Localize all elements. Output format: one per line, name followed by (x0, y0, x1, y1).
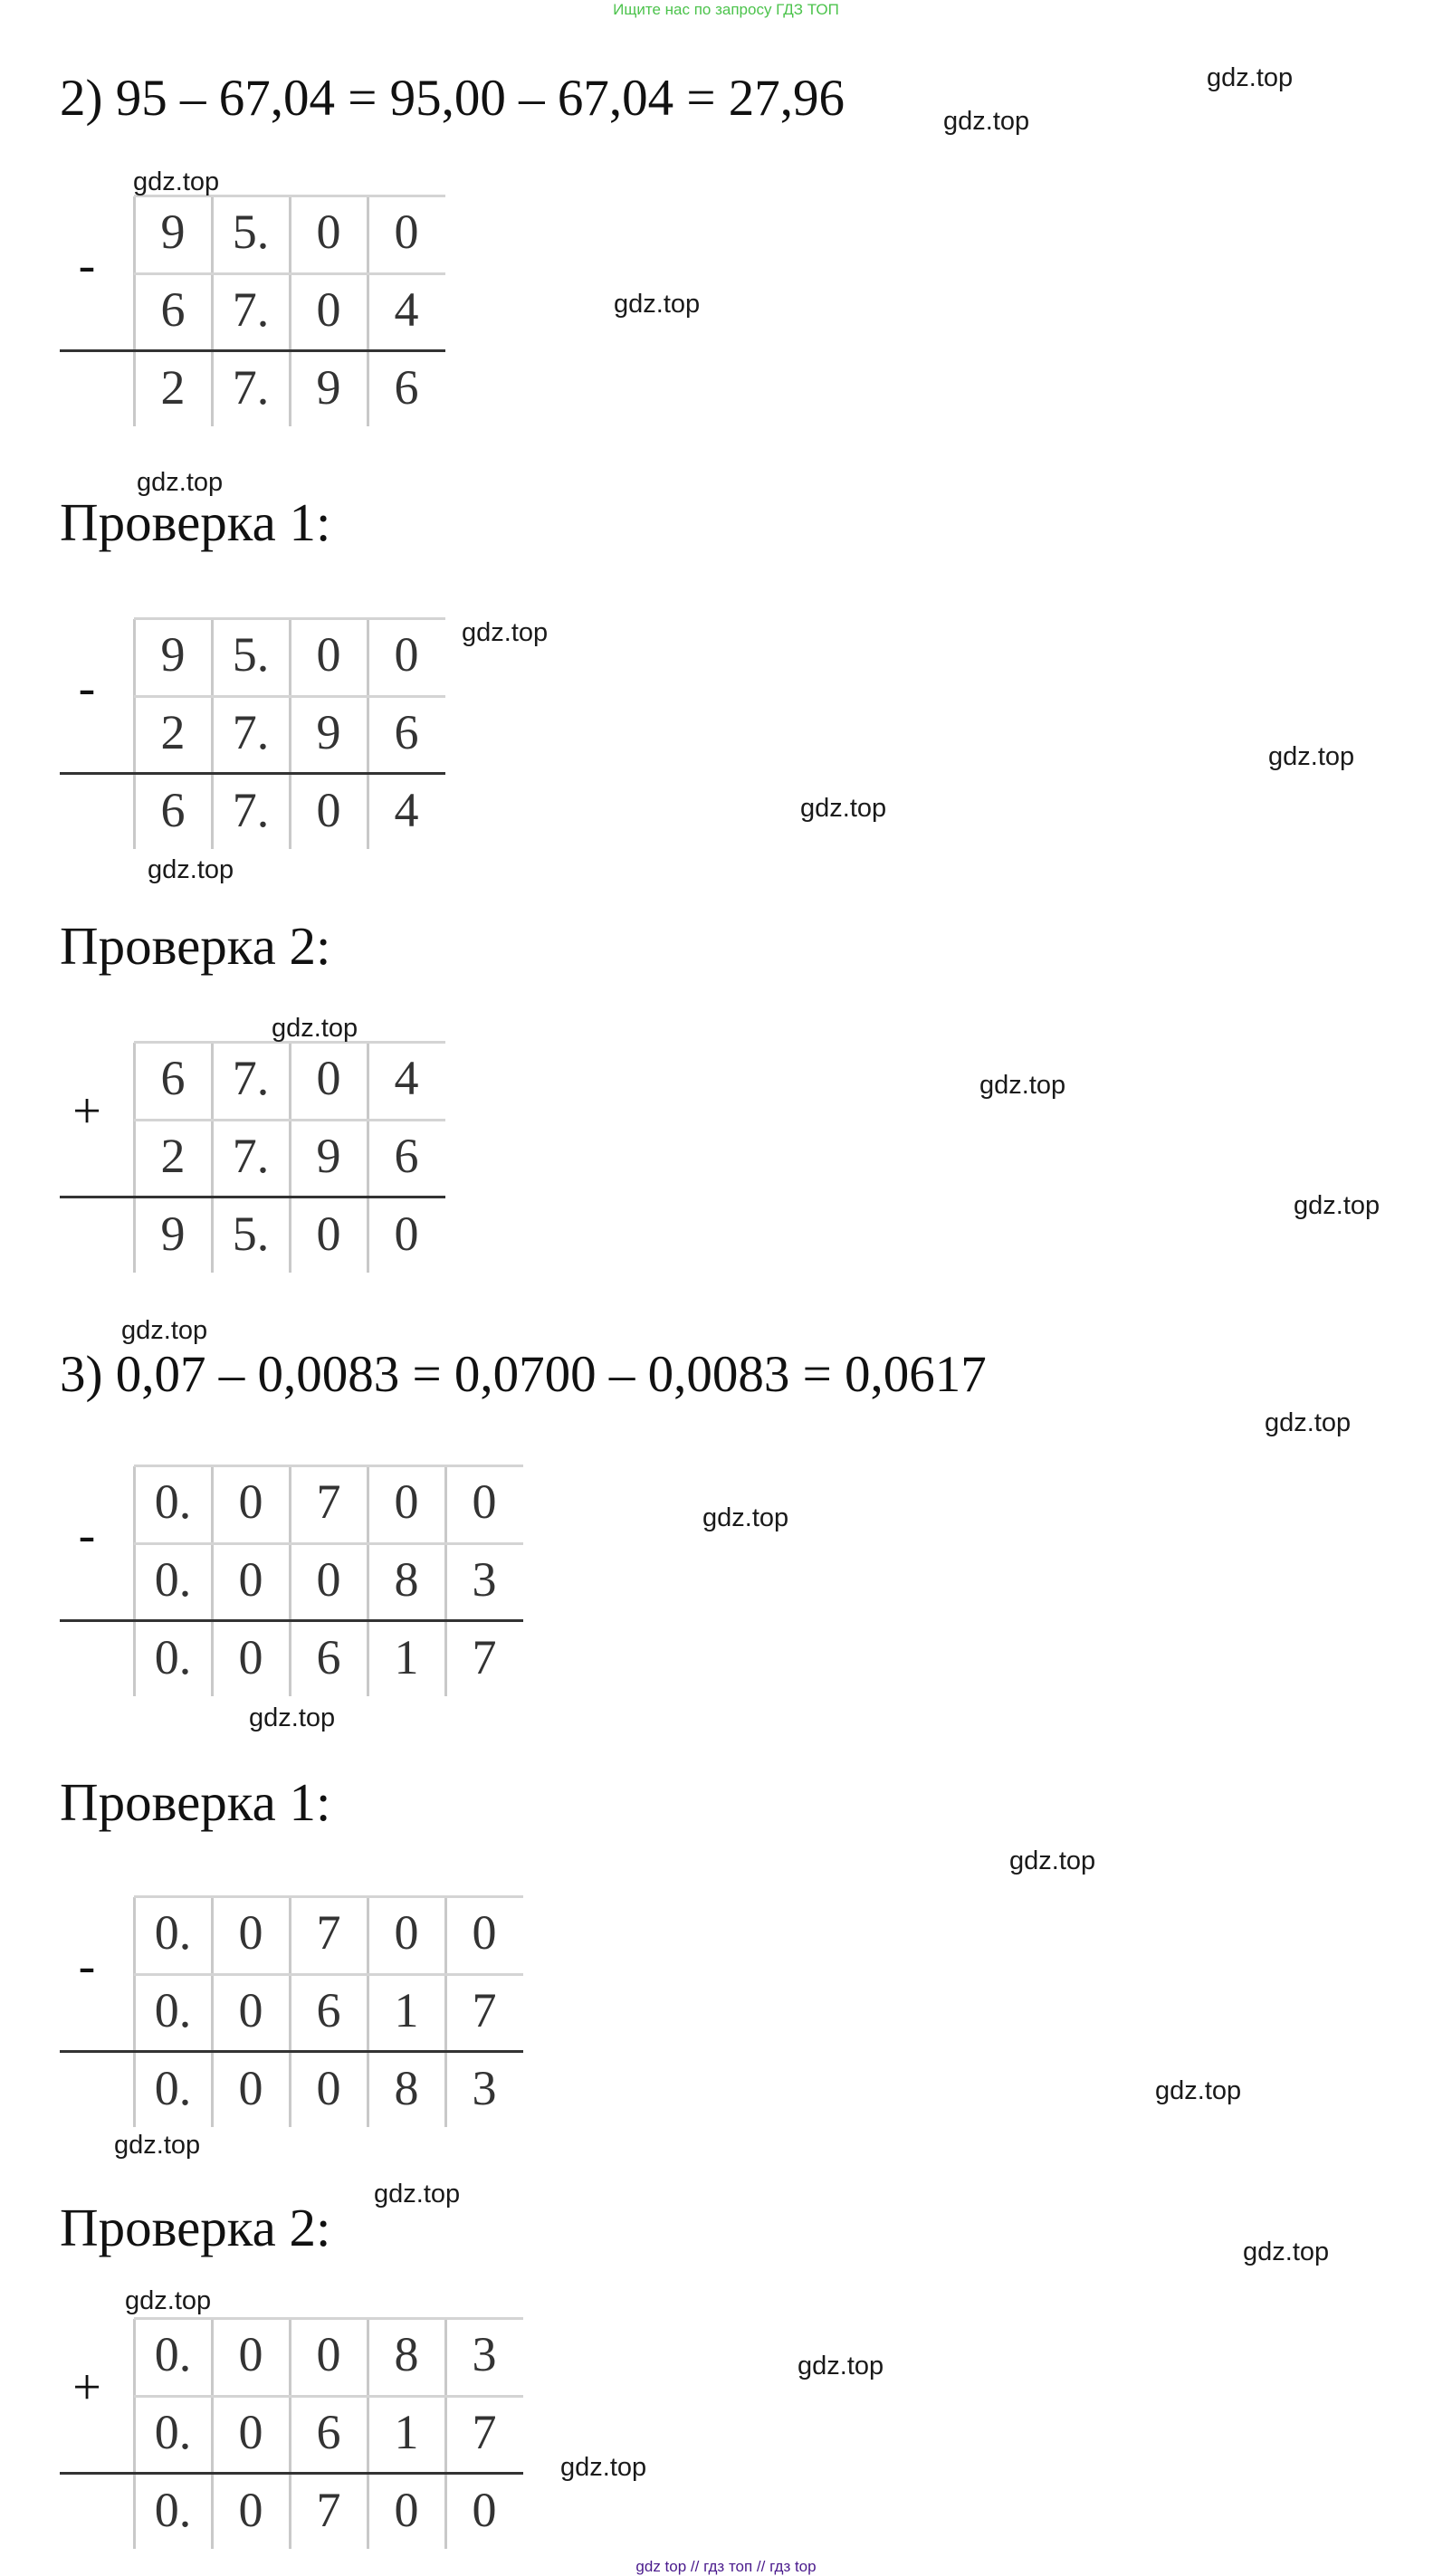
digit-cell: 6 (160, 783, 186, 837)
digit-cell: 8 (394, 1552, 419, 1607)
watermark: gdz.top (800, 794, 887, 823)
operation-sign: + (72, 1083, 101, 1140)
watermark: gdz.top (798, 2352, 884, 2380)
digit-cell: 9 (316, 1129, 341, 1183)
digit-cell: 0 (238, 1474, 263, 1529)
digit-cell: 0 (238, 2061, 263, 2115)
check-1-label-a: Проверка 1: (60, 492, 331, 552)
watermark: gdz.top (1265, 1408, 1352, 1437)
digit-cell: 7 (472, 2405, 497, 2459)
digit-cell: 5. (232, 205, 270, 259)
grid-hline (134, 272, 445, 275)
watermark: gdz.top (702, 1503, 789, 1532)
watermark: gdz.top (114, 2131, 201, 2160)
check-2-label-b: Проверка 2: (60, 2198, 331, 2257)
check-2-label-a: Проверка 2: (60, 916, 331, 976)
digit-cell: 0 (472, 1474, 497, 1529)
watermark: gdz.top (1009, 1846, 1096, 1875)
equation-2: 2) 95 – 67,04 = 95,00 – 67,04 = 27,96 (60, 70, 845, 127)
digit-cell: 1 (394, 2405, 419, 2459)
operation-sign: - (78, 1938, 96, 1994)
result-rule (60, 349, 445, 352)
digit-cell: 6 (316, 1983, 341, 2037)
digit-cell: 0 (316, 627, 341, 682)
digit-cell: 0 (316, 783, 341, 837)
digit-cell: 0. (154, 2327, 192, 2381)
digit-cell: 5. (232, 1207, 270, 1261)
digit-cell: 3 (472, 2061, 497, 2115)
operation-sign: + (72, 2360, 101, 2416)
digit-cell: 0 (394, 627, 419, 682)
operation-sign: - (78, 237, 96, 293)
grid-hline (134, 1465, 523, 1467)
digit-cell: 0. (154, 2483, 192, 2537)
watermark: gdz.top (133, 167, 220, 196)
operation-sign: - (78, 660, 96, 716)
grid-hline (134, 2395, 523, 2398)
digit-cell: 0. (154, 2405, 192, 2459)
digit-cell: 9 (160, 1207, 186, 1261)
grid-hline (134, 2317, 523, 2320)
digit-cell: 0 (472, 2483, 497, 2537)
watermark: gdz.top (137, 468, 224, 497)
digit-cell: 6 (316, 1630, 341, 1684)
digit-cell: 2 (160, 360, 186, 415)
digit-cell: 7 (472, 1630, 497, 1684)
digit-cell: 6 (394, 1129, 419, 1183)
digit-cell: 6 (394, 705, 419, 759)
digit-cell: 7 (316, 2483, 341, 2537)
digit-cell: 3 (472, 2327, 497, 2381)
digit-cell: 0 (394, 2483, 419, 2537)
digit-cell: 9 (160, 627, 186, 682)
digit-cell: 0 (316, 2061, 341, 2115)
watermark: gdz.top (125, 2286, 212, 2315)
watermark: gdz.top (121, 1316, 208, 1345)
digit-cell: 7. (232, 1051, 270, 1105)
watermark: gdz.top (943, 107, 1030, 136)
watermark: gdz.top (148, 855, 234, 884)
check-1-label-b: Проверка 1: (60, 1772, 331, 1832)
digit-cell: 0. (154, 1983, 192, 2037)
digit-cell: 0 (316, 2327, 341, 2381)
digit-cell: 0 (316, 205, 341, 259)
digit-cell: 8 (394, 2327, 419, 2381)
digit-cell: 0 (238, 2483, 263, 2537)
digit-cell: 0 (394, 1207, 419, 1261)
digit-cell: 8 (394, 2061, 419, 2115)
digit-cell: 2 (160, 705, 186, 759)
operation-sign: - (78, 1507, 96, 1563)
footer-links: gdz top // гдз топ // гдз top (635, 2558, 817, 2575)
top-banner: Ищите нас по запросу ГДЗ ТОП (613, 1, 839, 18)
digit-cell: 0. (154, 1905, 192, 1960)
digit-cell: 0 (394, 205, 419, 259)
digit-cell: 9 (316, 360, 341, 415)
digit-cell: 0 (238, 1552, 263, 1607)
digit-cell: 0 (394, 1905, 419, 1960)
result-rule (60, 772, 445, 775)
watermark: gdz.top (1155, 2076, 1242, 2105)
digit-cell: 9 (160, 205, 186, 259)
digit-cell: 0 (472, 1905, 497, 1960)
digit-cell: 4 (394, 1051, 419, 1105)
digit-cell: 6 (394, 360, 419, 415)
watermark: gdz.top (1268, 742, 1355, 771)
watermark: gdz.top (979, 1071, 1066, 1100)
digit-cell: 0 (238, 2405, 263, 2459)
digit-cell: 0 (316, 282, 341, 337)
watermark: gdz.top (272, 1014, 358, 1043)
result-rule (60, 2050, 523, 2053)
digit-cell: 0 (316, 1207, 341, 1261)
watermark: gdz.top (374, 2180, 461, 2209)
digit-cell: 0. (154, 1630, 192, 1684)
digit-cell: 6 (316, 2405, 341, 2459)
digit-cell: 0 (316, 1051, 341, 1105)
watermark: gdz.top (1243, 2237, 1330, 2266)
grid-hline (134, 1973, 523, 1976)
digit-cell: 9 (316, 705, 341, 759)
digit-cell: 7. (232, 705, 270, 759)
digit-cell: 2 (160, 1129, 186, 1183)
digit-cell: 7. (232, 360, 270, 415)
digit-cell: 6 (160, 282, 186, 337)
digit-cell: 0 (394, 1474, 419, 1529)
digit-cell: 0 (238, 1905, 263, 1960)
watermark: gdz.top (1207, 63, 1294, 92)
digit-cell: 7. (232, 783, 270, 837)
watermark: gdz.top (614, 290, 701, 319)
result-rule (60, 2472, 523, 2475)
result-rule (60, 1619, 523, 1622)
watermark: gdz.top (462, 618, 549, 647)
digit-cell: 7 (316, 1905, 341, 1960)
grid-hline (134, 617, 445, 620)
digit-cell: 0. (154, 1552, 192, 1607)
digit-cell: 7. (232, 1129, 270, 1183)
digit-cell: 1 (394, 1983, 419, 2037)
digit-cell: 5. (232, 627, 270, 682)
digit-cell: 0. (154, 1474, 192, 1529)
watermark: gdz.top (1294, 1191, 1380, 1220)
grid-hline (134, 1895, 523, 1898)
grid-hline (134, 695, 445, 698)
digit-cell: 7 (316, 1474, 341, 1529)
digit-cell: 4 (394, 783, 419, 837)
grid-hline (134, 1542, 523, 1545)
digit-cell: 7. (232, 282, 270, 337)
watermark: gdz.top (249, 1703, 336, 1732)
watermark: gdz.top (560, 2453, 647, 2482)
digit-cell: 0. (154, 2061, 192, 2115)
digit-cell: 0 (238, 1983, 263, 2037)
equation-3: 3) 0,07 – 0,0083 = 0,0700 – 0,0083 = 0,0617 (60, 1346, 987, 1403)
result-rule (60, 1196, 445, 1198)
grid-hline (134, 1119, 445, 1121)
digit-cell: 1 (394, 1630, 419, 1684)
digit-cell: 7 (472, 1983, 497, 2037)
digit-cell: 0 (316, 1552, 341, 1607)
digit-cell: 0 (238, 2327, 263, 2381)
digit-cell: 6 (160, 1051, 186, 1105)
digit-cell: 4 (394, 282, 419, 337)
digit-cell: 3 (472, 1552, 497, 1607)
digit-cell: 0 (238, 1630, 263, 1684)
